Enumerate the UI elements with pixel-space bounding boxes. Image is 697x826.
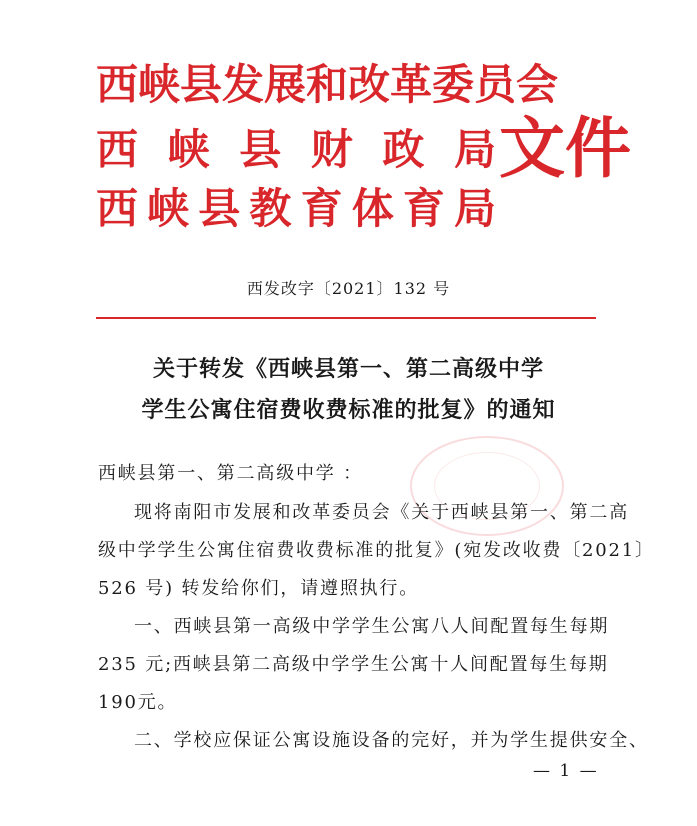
issuer-line-3 — [96, 186, 496, 232]
issuer-line-2-char: 西 — [96, 125, 139, 174]
issuer-line-3-char: 育 — [402, 184, 445, 233]
document-title-line-1: 关于转发《西峡县第一、第二高级中学 — [152, 356, 544, 382]
page-number: — 1 — — [533, 761, 599, 781]
issuer-line-2-char: 政 — [382, 125, 425, 174]
body-line: 级中学学生公寓住宿费收费标准的批复》(宛发改收费〔2021〕 — [98, 540, 655, 561]
body-line: 二、学校应保证公寓设施设备的完好，并为学生提供安全、 — [134, 730, 649, 751]
issuer-line-3-char: 育 — [300, 184, 343, 233]
red-divider — [96, 317, 596, 319]
document-type-label: 文件 — [499, 109, 631, 187]
issuer-line-3-char: 体 — [351, 184, 394, 233]
body-line: 一、西峡县第一高级中学学生公寓八人间配置每生每期 — [134, 616, 610, 637]
body-line: 现将南阳市发展和改革委员会《关于西峡县第一、第二高 — [134, 502, 629, 523]
issuer-line-3-char: 县 — [198, 184, 241, 233]
document-number: 西发改字〔2021〕132 号 — [246, 279, 451, 298]
issuer-line-2-char: 县 — [239, 125, 282, 174]
document-title-line-2: 学生公寓住宿费收费标准的批复》的通知 — [141, 397, 556, 423]
salutation: 西峡县第一、第二高级中学 ： — [98, 463, 363, 484]
issuer-line-3-char: 峡 — [147, 184, 190, 233]
issuer-line-3-char: 西 — [96, 184, 139, 233]
issuer-line-1: 西峡县发展和改革委员会 — [96, 60, 559, 109]
body-line: 526 号) 转发给你们，请遵照执行。 — [98, 578, 420, 599]
body-line: 235 元;西峡县第二高级中学学生公寓十人间配置每生每期 — [98, 654, 609, 675]
issuer-line-2-char: 财 — [310, 125, 353, 174]
issuer-line-3-char: 教 — [249, 184, 292, 233]
issuer-line-2-char: 峡 — [167, 125, 210, 174]
issuer-line-2 — [96, 127, 496, 173]
issuer-line-3-char: 局 — [453, 184, 496, 233]
body-line: 190元。 — [98, 692, 178, 713]
issuer-line-2-char: 局 — [453, 125, 496, 174]
